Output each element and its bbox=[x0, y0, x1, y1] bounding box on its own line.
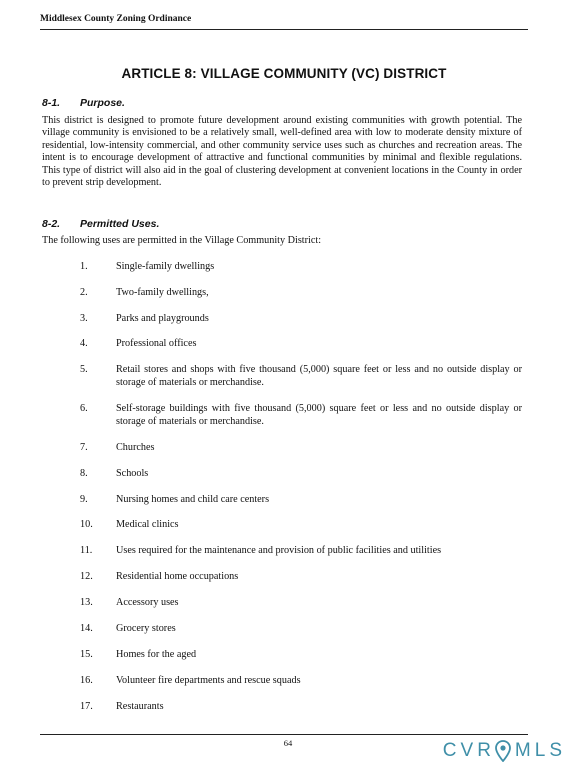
list-item bbox=[80, 442, 522, 455]
list-item-number: 9. bbox=[80, 494, 88, 505]
list-item-text: Accessory uses bbox=[116, 597, 179, 608]
section-heading-purpose bbox=[42, 97, 125, 109]
list-item bbox=[80, 701, 522, 714]
article-title: ARTICLE 8: VILLAGE COMMUNITY (VC) DISTRICT bbox=[121, 66, 447, 81]
list-item bbox=[80, 623, 522, 636]
list-item bbox=[80, 287, 522, 300]
header-divider bbox=[40, 29, 528, 30]
list-item-number: 2. bbox=[80, 287, 88, 298]
list-item-number: 6. bbox=[80, 403, 88, 414]
list-item-number: 13. bbox=[80, 597, 93, 608]
list-item-number: 5. bbox=[80, 364, 88, 375]
cvrmls-watermark bbox=[443, 740, 566, 762]
list-item-text: Nursing homes and child care centers bbox=[116, 494, 270, 505]
header-title: Middlesex County Zoning Ordinance bbox=[40, 14, 192, 24]
list-item-text: Grocery stores bbox=[116, 623, 176, 634]
list-item-number: 4. bbox=[80, 338, 88, 349]
list-item-text: Professional offices bbox=[116, 338, 197, 349]
list-item bbox=[80, 338, 522, 351]
list-item-text: Restaurants bbox=[116, 701, 164, 712]
list-item-number: 7. bbox=[80, 442, 88, 453]
list-item-number: 11. bbox=[80, 545, 93, 556]
list-item-number: 14. bbox=[80, 623, 93, 634]
watermark-text-left: CVR bbox=[442, 740, 495, 761]
list-item-number: 10. bbox=[80, 519, 93, 530]
list-item-text: Schools bbox=[116, 468, 149, 479]
list-item bbox=[80, 403, 522, 428]
list-item-number: 15. bbox=[80, 649, 93, 660]
list-item-number: 1. bbox=[80, 261, 88, 272]
permitted-uses-intro: The following uses are permitted in the Village Community District: bbox=[42, 235, 322, 246]
list-item-number: 3. bbox=[80, 313, 88, 324]
list-item bbox=[80, 675, 522, 688]
map-pin-icon bbox=[495, 740, 511, 762]
section-number: 8-2. bbox=[42, 218, 61, 230]
list-item bbox=[80, 364, 522, 389]
page-number: 64 bbox=[283, 738, 293, 748]
watermark-text-right: MLS bbox=[514, 740, 566, 761]
list-item-number: 17. bbox=[80, 701, 93, 712]
section-heading-permitted-uses bbox=[42, 218, 159, 230]
section-number: 8-1. bbox=[42, 97, 61, 109]
list-item bbox=[80, 468, 522, 481]
list-item-text: Volunteer fire departments and rescue squads bbox=[116, 675, 301, 686]
footer-divider bbox=[40, 734, 528, 735]
list-item-text: Uses required for the maintenance and provision of public facilities and utilities bbox=[116, 545, 442, 556]
list-item-text: Parks and playgrounds bbox=[116, 313, 209, 324]
section-title: Purpose. bbox=[80, 97, 125, 109]
list-item bbox=[80, 597, 522, 610]
list-item bbox=[80, 519, 522, 532]
list-item bbox=[80, 494, 522, 507]
list-item-text: Self-storage buildings with five thousand (5,000) square feet or less and no outside display or storage of materials or merchandise. bbox=[116, 403, 522, 427]
list-item bbox=[80, 545, 522, 558]
list-item bbox=[80, 261, 522, 274]
purpose-paragraph: This district is designed to promote future development around existing communities with growth potential. The village community is envisioned to be a relatively small, well-defined area with low to moderate density mixture of residential, low-intensity commercial, and other community service uses such as churches and recreation areas. The intent is to encourage development of attractive and functional communities by minimal and flexible regulations. This type of district will also aid in the goal of clustering development at convenient locations in the County in order to prevent strip development. bbox=[42, 115, 522, 189]
list-item-text: Medical clinics bbox=[116, 519, 179, 530]
list-item bbox=[80, 313, 522, 326]
list-item-number: 16. bbox=[80, 675, 93, 686]
list-item bbox=[80, 649, 522, 662]
list-item-number: 12. bbox=[80, 571, 93, 582]
list-item-number: 8. bbox=[80, 468, 88, 479]
list-item-text: Churches bbox=[116, 442, 155, 453]
list-item bbox=[80, 571, 522, 584]
list-item-text: Homes for the aged bbox=[116, 649, 197, 660]
list-item-text: Two-family dwellings, bbox=[116, 287, 209, 298]
section-title: Permitted Uses. bbox=[80, 218, 160, 230]
list-item-text: Retail stores and shops with five thousand (5,000) square feet or less and no outside display or storage of materials or merchandise. bbox=[116, 364, 522, 388]
list-item-text: Single-family dwellings bbox=[116, 261, 215, 272]
list-item-text: Residential home occupations bbox=[116, 571, 239, 582]
